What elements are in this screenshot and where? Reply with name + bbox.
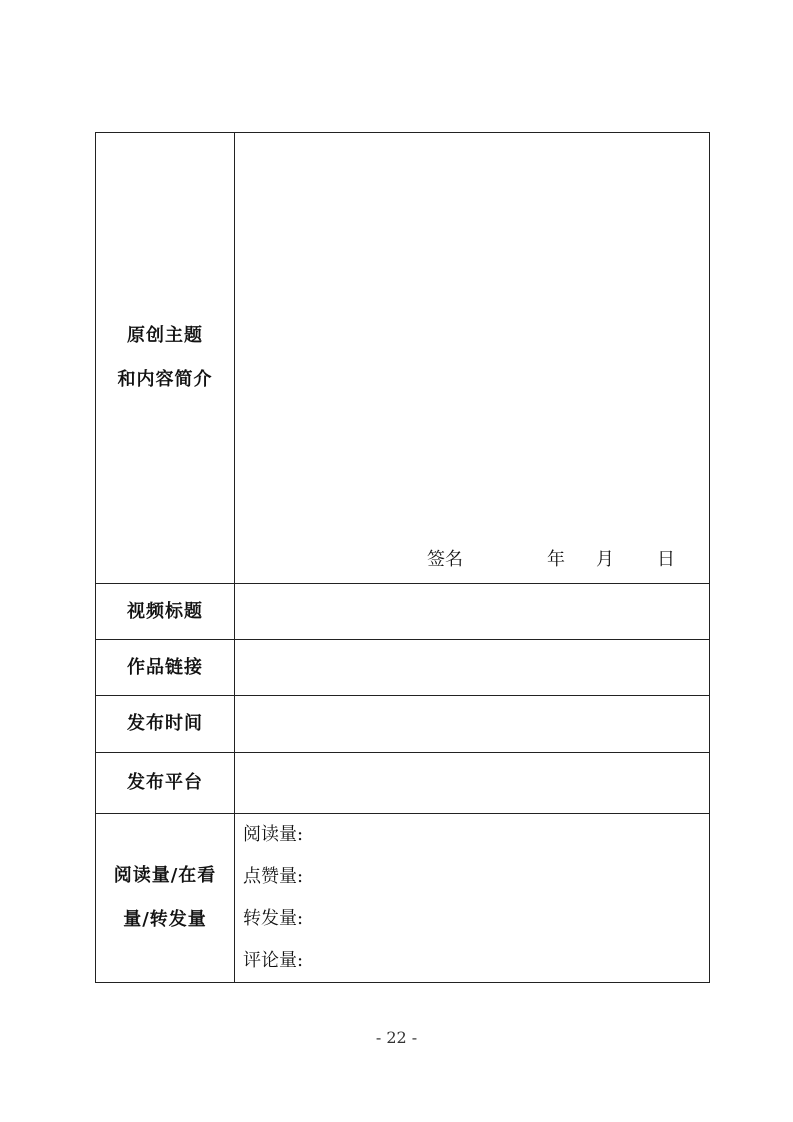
page-number: - 22 -	[375, 1028, 418, 1047]
year-label: 年	[547, 549, 565, 570]
publish-platform-label: 发布平台	[96, 753, 235, 814]
publish-time-field[interactable]	[235, 696, 710, 753]
video-title-label: 视频标题	[96, 584, 235, 640]
work-link-field[interactable]	[235, 640, 710, 696]
stat-item-read: 阅读量:	[243, 824, 304, 845]
row-publish-platform	[96, 753, 710, 814]
day-label: 日	[657, 549, 675, 570]
month-label: 月	[596, 549, 614, 570]
work-link-label: 作品链接	[96, 640, 235, 696]
signature-line	[235, 545, 709, 575]
stats-content-cell[interactable]	[235, 814, 710, 983]
stat-item-comment: 评论量:	[243, 950, 304, 971]
publish-platform-field[interactable]	[235, 753, 710, 814]
publish-time-label: 发布时间	[96, 696, 235, 753]
row-stats	[96, 814, 710, 983]
application-form-table	[95, 132, 710, 983]
row-publish-time	[96, 696, 710, 753]
topic-content-cell[interactable]	[235, 133, 710, 584]
stat-item-share: 转发量:	[243, 908, 304, 929]
topic-label-line2: 和内容简介	[117, 369, 213, 390]
row-topic	[96, 133, 710, 584]
topic-label-cell	[96, 133, 235, 584]
video-title-field[interactable]	[235, 584, 710, 640]
stats-label-cell	[96, 814, 235, 983]
topic-label-line1: 原创主题	[127, 325, 203, 346]
signature-label: 签名	[427, 549, 463, 570]
stats-label-line1: 阅读量/在看	[113, 865, 217, 886]
row-video-title	[96, 584, 710, 640]
row-work-link	[96, 640, 710, 696]
stat-item-like: 点赞量:	[243, 866, 304, 887]
stats-label-line2: 量/转发量	[123, 909, 207, 930]
